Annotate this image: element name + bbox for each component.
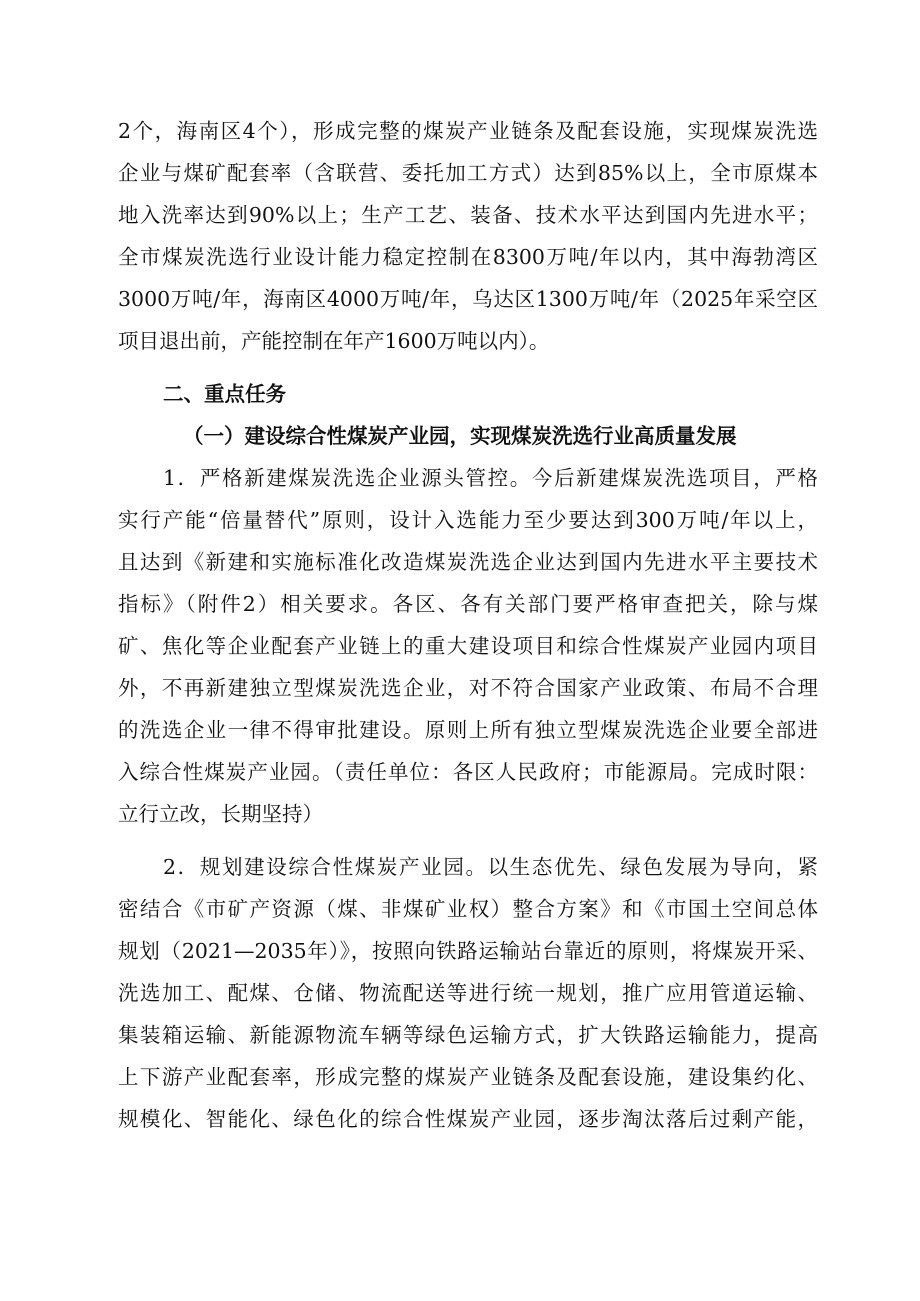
- paragraph-line: 2个，海南区4个），形成完整的煤炭产业链条及配套设施，实现煤炭洗选: [118, 119, 818, 143]
- paragraph-line: 全市煤炭洗选行业设计能力稳定控制在8300万吨/年以内，其中海勃湾区: [118, 245, 818, 269]
- item-1-line: 矿、焦化等企业配套产业链上的重大建设项目和综合性煤炭产业园内项目: [118, 634, 818, 658]
- item-1-line: 的洗选企业一律不得审批建设。原则上所有独立型煤炭洗选企业要全部进: [118, 718, 818, 742]
- item-2-line: 规划（2021—2035年）》，按照向铁路运输站台靠近的原则，将煤炭开采、: [118, 939, 818, 963]
- section-heading: 二、重点任务: [163, 382, 286, 406]
- item-1-line: 1．严格新建煤炭洗选企业源头管控。今后新建煤炭洗选项目，严格: [163, 466, 818, 490]
- item-2-line: 密结合《市矿产资源（煤、非煤矿业权）整合方案》和《市国土空间总体: [118, 897, 818, 921]
- item-2-line: 2．规划建设综合性煤炭产业园。以生态优先、绿色发展为导向，紧: [163, 855, 818, 879]
- item-1-line: 入综合性煤炭产业园。（责任单位：各区人民政府；市能源局。完成时限：: [118, 760, 818, 784]
- item-2-line: 洗选加工、配煤、仓储、物流配送等进行统一规划，推广应用管道运输、: [118, 981, 818, 1005]
- subsection-heading: （一）建设综合性煤炭产业园，实现煤炭洗选行业高质量发展: [183, 424, 737, 448]
- paragraph-line: 企业与煤矿配套率（含联营、委托加工方式）达到85%以上，全市原煤本: [118, 161, 818, 185]
- item-1-line: 指标》（附件2）相关要求。各区、各有关部门要严格审查把关，除与煤: [118, 592, 818, 616]
- item-1-line: 外，不再新建独立型煤炭洗选企业，对不符合国家产业政策、布局不合理: [118, 676, 818, 700]
- paragraph-line-last: 项目退出前，产能控制在年产1600万吨以内）。: [118, 329, 550, 353]
- item-1-line-last: 立行立改，长期坚持）: [118, 802, 323, 826]
- document-body: [118, 110, 818, 1140]
- item-2-line: 集装箱运输、新能源物流车辆等绿色运输方式，扩大铁路运输能力，提高: [118, 1023, 818, 1047]
- item-2-line: 规模化、智能化、绿色化的综合性煤炭产业园，逐步淘汰落后过剩产能，: [118, 1107, 818, 1131]
- item-2-line: 上下游产业配套率，形成完整的煤炭产业链条及配套设施，建设集约化、: [118, 1065, 818, 1089]
- paragraph-line: 地入洗率达到90%以上；生产工艺、装备、技术水平达到国内先进水平；: [118, 203, 818, 227]
- item-1-line: 实行产能“倍量替代”原则，设计入选能力至少要达到300万吨/年以上，: [118, 508, 818, 532]
- item-1-line: 且达到《新建和实施标准化改造煤炭洗选企业达到国内先进水平主要技术: [118, 550, 818, 574]
- paragraph-line: 3000万吨/年，海南区4000万吨/年，乌达区1300万吨/年（2025年采空区: [118, 287, 818, 311]
